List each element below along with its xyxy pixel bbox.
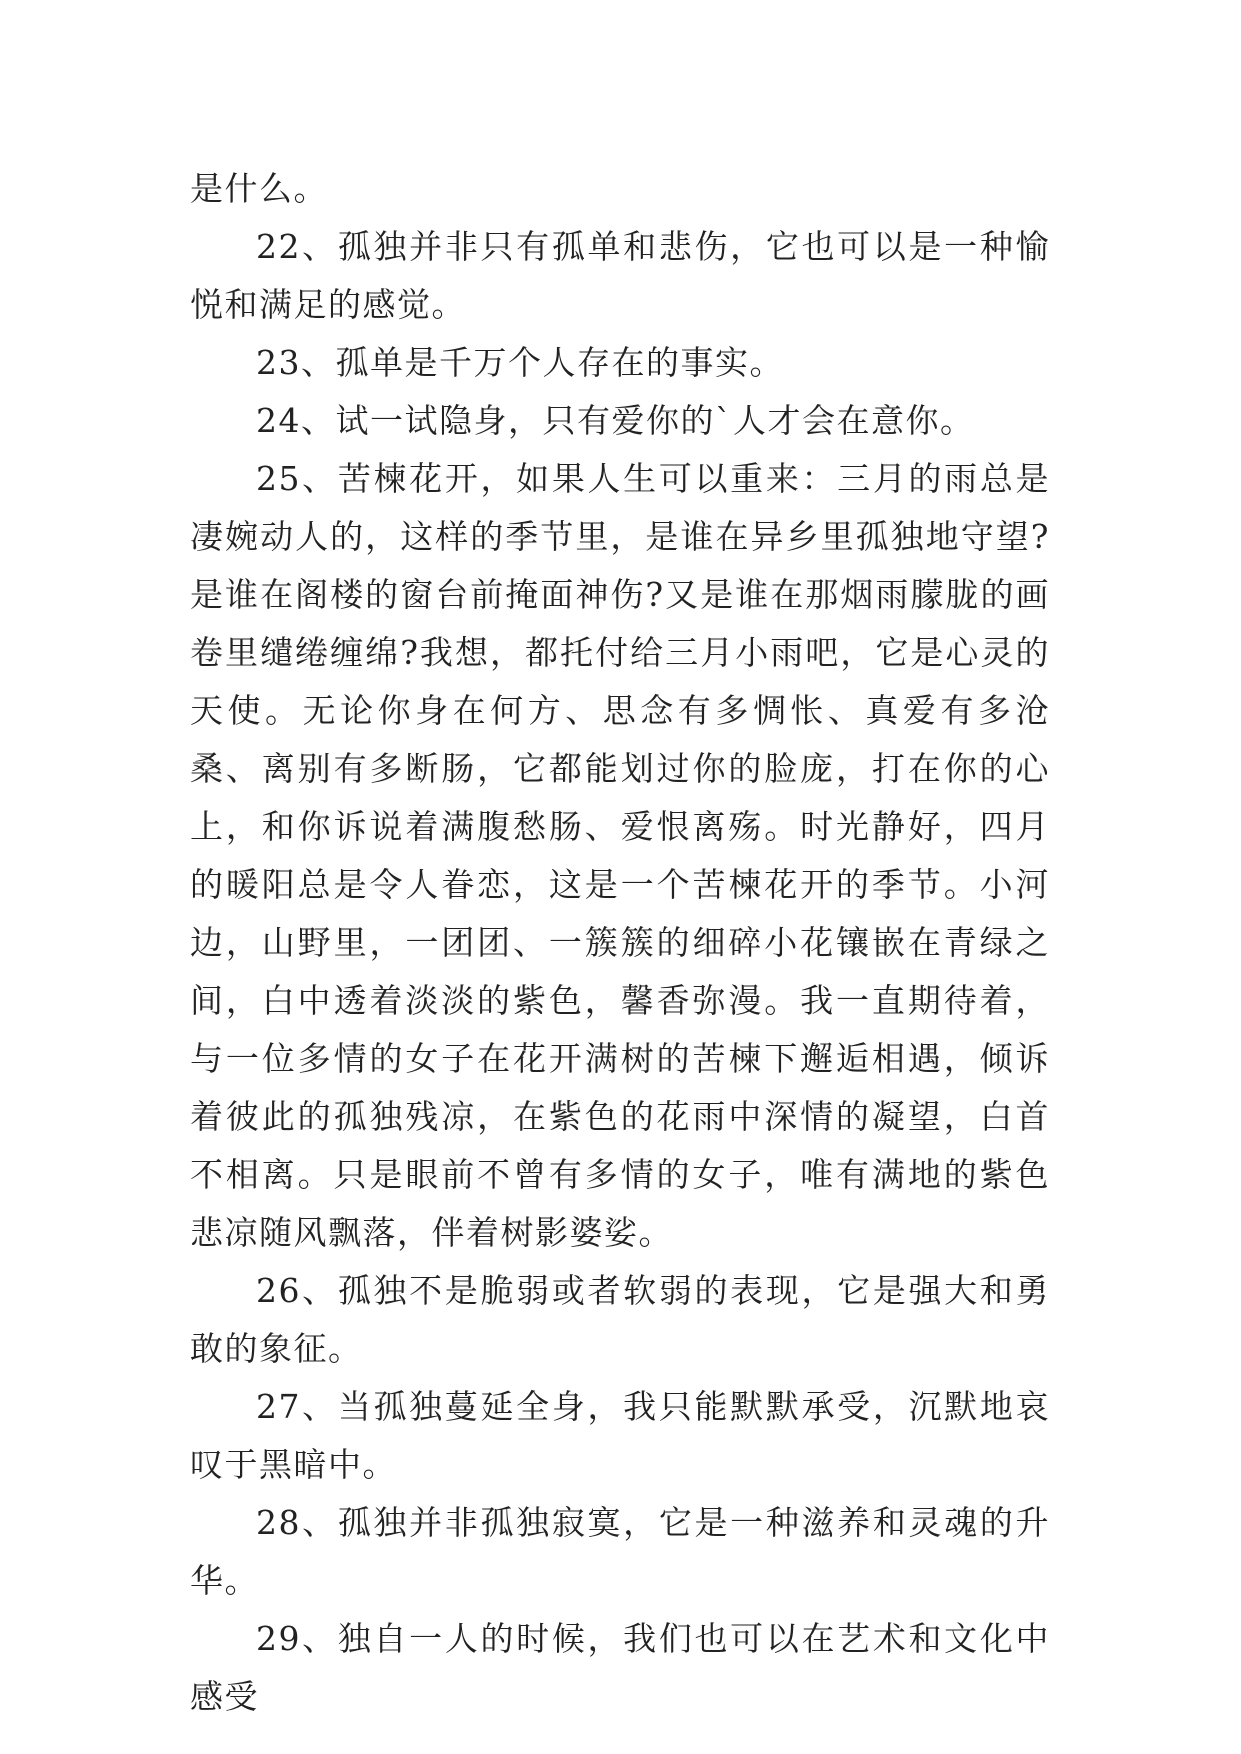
paragraph-26: 26、孤独不是脆弱或者软弱的表现，它是强大和勇敢的象征。 (190, 1271, 1050, 1368)
paragraph-22: 22、孤独并非只有孤单和悲伤，它也可以是一种愉悦和满足的感觉。 (190, 227, 1050, 324)
paragraph-25: 25、苦楝花开，如果人生可以重来：三月的雨总是凄婉动人的，这样的季节里，是谁在异乡里孤独地守望?是谁在阁楼的窗台前掩面神伤?又是谁在那烟雨朦胧的画卷里缱绻缠绵?我想，都托付给三月小雨吧，它是心灵的天使。无论你身在何方、思念有多惆怅、真爱有多沧桑、离别有多断肠，它都能划过你的脸庞，打在你的心上，和你诉说着满腹愁肠、爱恨离殇。时光静好，四月的暖阳总是令人眷恋，这是一个苦楝花开的季节。小河边，山野里，一团团、一簇簇的细碎小花镶嵌在青绿之间，白中透着淡淡的紫色，馨香弥漫。我一直期待着，与一位多情的女子在花开满树的苦楝下邂逅相遇，倾诉着彼此的孤独残凉，在紫色的花雨中深情的凝望，白首不相离。只是眼前不曾有多情的女子，唯有满地的紫色悲凉随风飘落，伴着树影婆娑。 (190, 459, 1050, 1252)
paragraph-24: 24、试一试隐身，只有爱你的`人才会在意你。 (256, 401, 975, 440)
paragraph-29: 29、独自一人的时候，我们也可以在艺术和文化中感受 (190, 1619, 1050, 1716)
paragraph-27: 27、当孤独蔓延全身，我只能默默承受，沉默地哀叹于黑暗中。 (190, 1387, 1050, 1484)
paragraph-23: 23、孤单是千万个人存在的事实。 (256, 343, 784, 382)
paragraph-continuation: 是什么。 (190, 169, 328, 208)
paragraph-28: 28、孤独并非孤独寂寞，它是一种滋养和灵魂的升华。 (190, 1503, 1050, 1600)
document-body (190, 160, 1050, 1726)
